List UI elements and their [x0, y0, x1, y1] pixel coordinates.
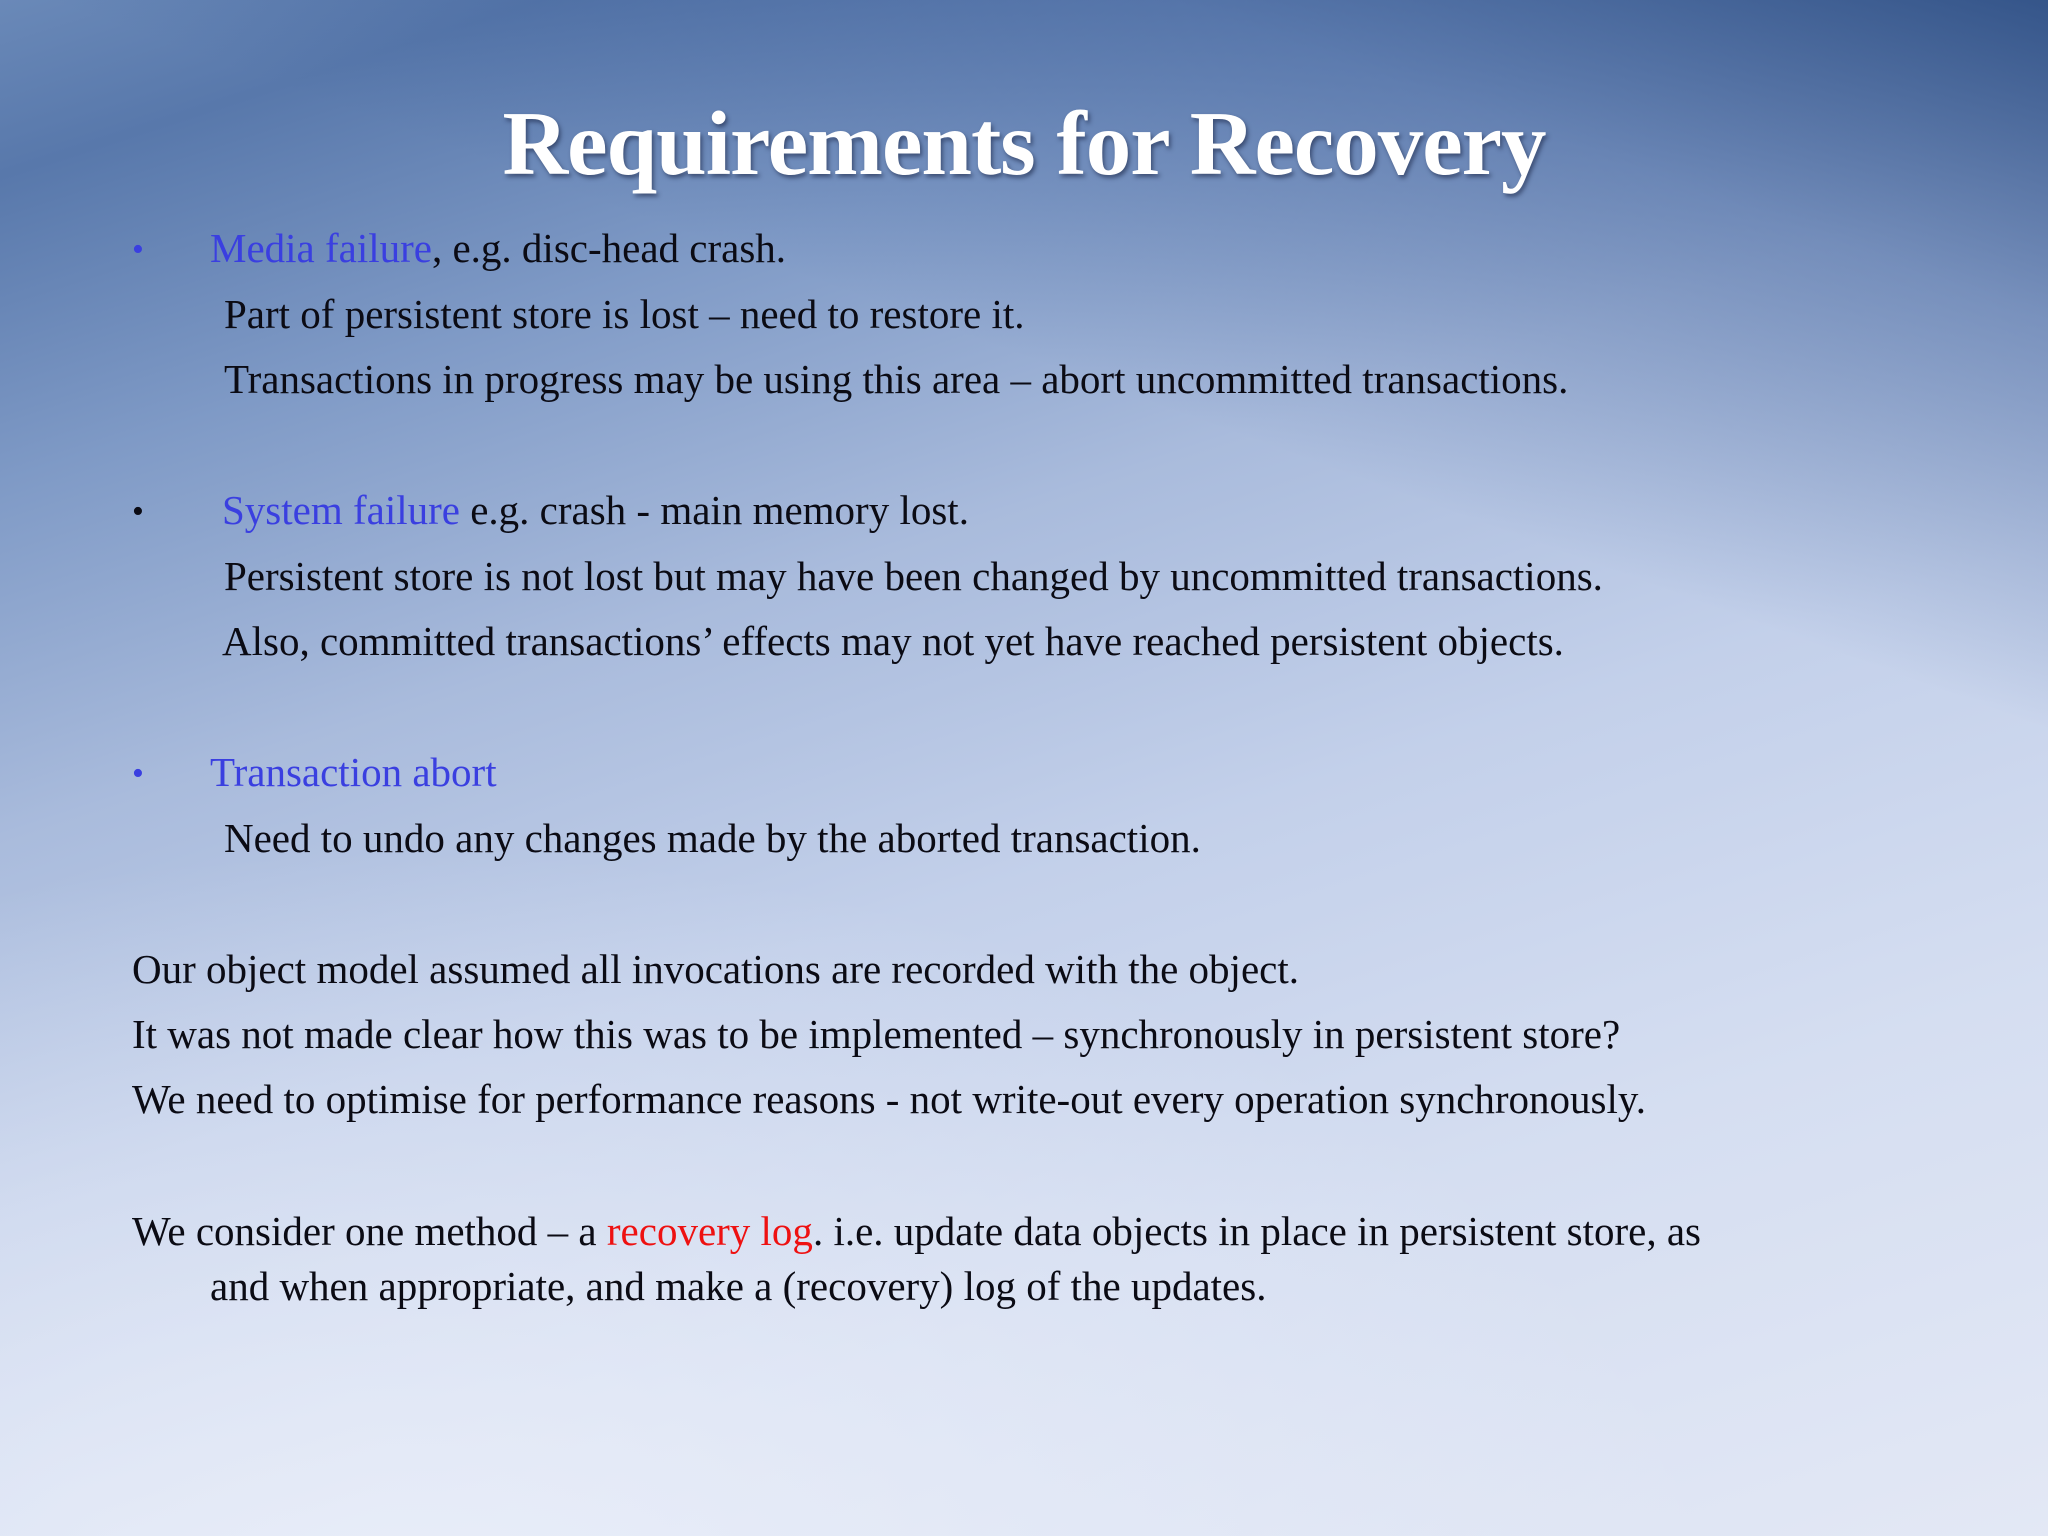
bullet-heading-media [210, 225, 787, 271]
media-failure-tail: , e.g. disc-head crash. [431, 225, 787, 271]
bullet-heading-system [222, 487, 969, 533]
bullet-marker-abort: • [132, 755, 144, 792]
method-line-1 [132, 1208, 1701, 1254]
paragraph-line-3: We need to optimise for performance reasons - not write-out every operation synchronously. [132, 1076, 1646, 1122]
method-line-2: and when appropriate, and make a (recovery) log of the updates. [210, 1263, 1267, 1309]
system-failure-line-1: Persistent store is not lost but may have been changed by uncommitted transactions. [224, 553, 1603, 599]
recovery-log-term: recovery log [606, 1208, 813, 1254]
method-prefix: We consider one method – a [132, 1208, 607, 1254]
slide-title: Requirements for Recovery [502, 93, 1546, 194]
media-failure-line-1: Part of persistent store is lost – need to restore it. [224, 291, 1025, 337]
paragraph-line-2: It was not made clear how this was to be implemented – synchronously in persistent store? [132, 1011, 1621, 1057]
media-failure-term: Media failure [210, 225, 432, 271]
system-failure-line-2: Also, committed transactions’ effects may not yet have reached persistent objects. [222, 618, 1564, 664]
transaction-abort-line-1: Need to undo any changes made by the aborted transaction. [224, 815, 1201, 861]
bullet-heading-abort [210, 749, 497, 795]
system-failure-term: System failure [222, 487, 460, 533]
paragraph-line-1: Our object model assumed all invocations are recorded with the object. [132, 946, 1299, 992]
method-suffix: . i.e. update data objects in place in persistent store, as [812, 1208, 1701, 1254]
transaction-abort-term: Transaction abort [210, 749, 497, 795]
bullet-marker-system: • [132, 493, 144, 530]
bullet-marker-media: • [132, 231, 144, 268]
media-failure-line-2: Transactions in progress may be using this area – abort uncommitted transactions. [224, 356, 1569, 402]
system-failure-tail: e.g. crash - main memory lost. [459, 487, 969, 533]
